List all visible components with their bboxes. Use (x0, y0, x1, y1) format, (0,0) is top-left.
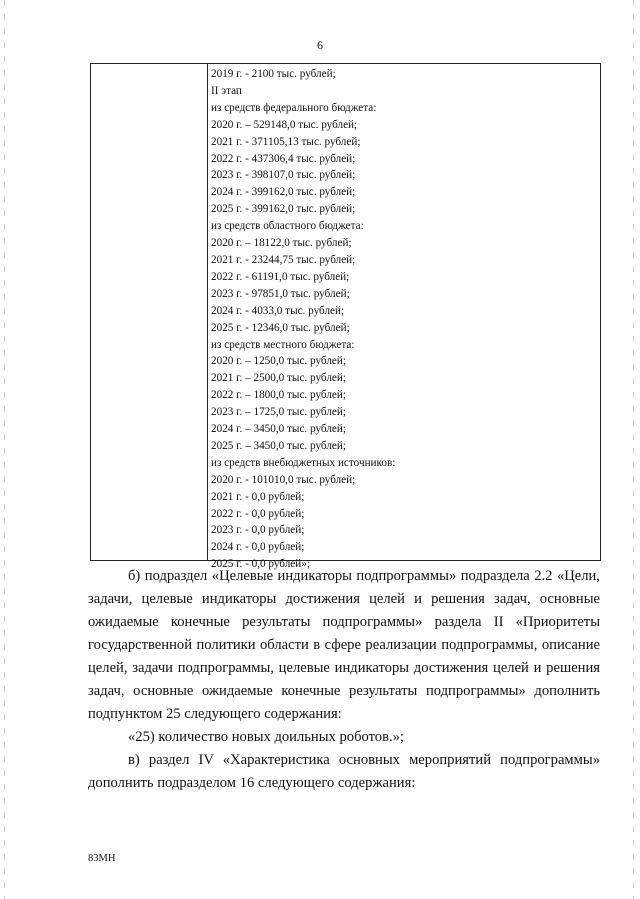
page-number: 6 (317, 38, 323, 52)
funding-line: из средств областного бюджета: (211, 220, 364, 233)
funding-line: II этап (211, 84, 242, 97)
funding-line: 2023 г. - 97851,0 тыс. рублей; (211, 287, 350, 300)
funding-line: 2025 г. - 12346,0 тыс. рублей; (211, 321, 350, 334)
funding-line: 2022 г. – 1800,0 тыс. рублей; (211, 389, 346, 402)
funding-line: 2022 г. - 437306,4 тыс. рублей; (211, 152, 356, 165)
funding-line: 2021 г. – 2500,0 тыс. рублей; (211, 372, 346, 385)
funding-line: 2020 г. – 18122,0 тыс. рублей; (211, 237, 352, 250)
funding-line: 2020 г. – 1250,0 тыс. рублей; (211, 355, 346, 368)
funding-line: 2024 г. - 399162,0 тыс. рублей; (211, 186, 356, 199)
funding-line: 2024 г. - 4033,0 тыс. рублей; (211, 304, 345, 317)
scan-edge-left (4, 0, 5, 899)
funding-line: 2023 г. - 0,0 рублей; (211, 524, 305, 537)
paragraph-v: в) раздел IV «Характеристика основных мероприятий подпрограммы» дополнить подразделом 16 следующего содержания: (88, 752, 600, 791)
funding-line: 2020 г. – 529148,0 тыс. рублей; (211, 118, 358, 131)
paragraph-b: б) подраздел «Целевые индикаторы подпрограммы» подраздела 2.2 «Цели, задачи, целевые индикаторы достижения целей и решения задач, основные ожидаемые конечные результаты подпрограммы» раздела II «Приоритеты государственной политики области в сфере реализации подпрограммы, описание целей, задачи подпрограммы, целевые индикаторы достижения целей и решения задач, основные ожидаемые конечные результаты подпрограммы» дополнить подпунктом 25 следующего содержания: (88, 568, 600, 722)
funding-line: 2023 г. – 1725,0 тыс. рублей; (211, 406, 346, 419)
funding-line: 2020 г. - 101010,0 тыс. рублей; (211, 473, 356, 486)
funding-line: 2025 г. – 3450,0 тыс. рублей; (211, 439, 346, 452)
funding-line: 2024 г. - 0,0 рублей; (211, 541, 305, 554)
funding-line: 2022 г. - 0,0 рублей; (211, 507, 305, 520)
funding-line: из средств местного бюджета: (211, 338, 355, 351)
scan-edge-right (633, 0, 634, 899)
funding-line: из средств внебюджетных источников: (211, 456, 396, 469)
table-right-cell (208, 64, 600, 571)
funding-line: 2025 г. - 0,0 рублей»; (211, 558, 310, 571)
footer-code: 83МН (88, 853, 116, 864)
funding-line: 2022 г. - 61191,0 тыс. рублей; (211, 270, 350, 283)
funding-line: 2021 г. - 23244,75 тыс. рублей; (211, 253, 356, 266)
funding-line: 2021 г. - 0,0 рублей; (211, 490, 305, 503)
table-left-cell (91, 64, 208, 560)
paragraph-quote: «25) количество новых доильных роботов.»; (128, 729, 404, 745)
funding-line: из средств федерального бюджета: (211, 101, 377, 114)
document-body (88, 565, 600, 795)
funding-line: 2019 г. - 2100 тыс. рублей; (211, 68, 336, 80)
funding-line: 2025 г. - 399162,0 тыс. рублей; (211, 203, 356, 216)
funding-line: 2024 г. – 3450,0 тыс. рублей; (211, 423, 346, 436)
funding-line: 2021 г. - 371105,13 тыс. рублей; (211, 135, 361, 148)
funding-line: 2023 г. - 398107,0 тыс. рублей; (211, 169, 356, 182)
funding-table (90, 63, 601, 571)
